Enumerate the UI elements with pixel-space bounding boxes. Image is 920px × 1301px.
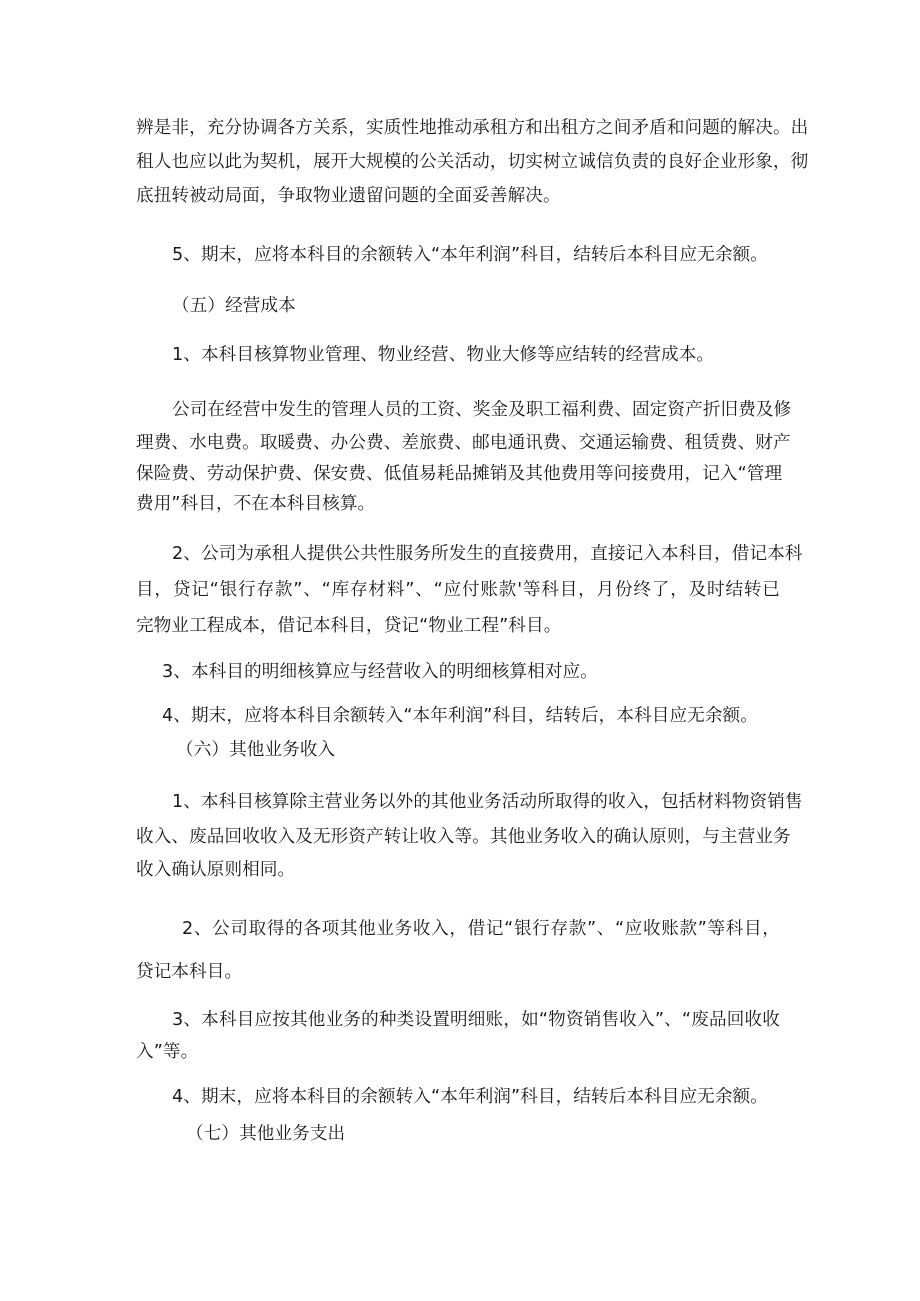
text-line: 1、本科目核算物业管理、物业经营、物业大修等应结转的经营成本。	[172, 345, 715, 365]
text-line: 收入、废品回收收入及无形资产转让收入等。其他业务收入的确认原则，与主营业务	[136, 827, 791, 847]
text-line: 理费、水电费。取暖费、办公费、差旅费、邮电通讯费、交通运输费、租赁费、财产	[136, 433, 791, 453]
text-line: 5、期末，应将本科目的余额转入“本年利润”科目，结转后本科目应无余额。	[172, 245, 768, 265]
text-line: 4、期末，应将本科目的余额转入“本年利润”科目，结转后本科目应无余额。	[172, 1087, 768, 1107]
text-line: 保险费、劳动保护费、保安费、低值易耗品摊销及其他费用等问接费用，记入“管理	[136, 464, 783, 484]
text-line: 入”等。	[136, 1042, 199, 1062]
text-line: 费用”科目，不在本科目核算。	[136, 494, 376, 514]
text-line: 完物业工程成本，借记本科目，贷记“物业工程”科目。	[136, 616, 562, 636]
text-line: 2、公司取得的各项其他业务收入，借记“银行存款”、“应收账款”等科目，	[182, 919, 780, 939]
text-line: 辨是非，充分协调各方关系，实质性地推动承租方和出租方之间矛盾和问题的解决。出	[136, 118, 809, 138]
text-line: 公司在经营中发生的管理人员的工资、奖金及职工福利费、固定资产折旧费及修	[172, 400, 792, 420]
text-line: 4、期末，应将本科目余额转入“本年利润”科目，结转后，本科目应无余额。	[162, 706, 758, 726]
section-heading: （五）经营成本	[172, 296, 296, 316]
text-line: 目，贷记“银行存款”、“库存材料”、“应付账款'等科目，月份终了，及时结转已	[136, 580, 780, 600]
text-line: 租人也应以此为契机，展开大规模的公关活动，切实树立诚信负责的良好企业形象，彻	[136, 152, 809, 172]
text-line: 底扭转被动局面，争取物业遗留问题的全面妥善解决。	[136, 186, 561, 206]
text-line: 收入确认原则相同。	[136, 860, 296, 880]
text-line: 3、本科目应按其他业务的种类设置明细账，如“物资销售收入”、“废品回收收	[172, 1010, 780, 1030]
section-heading: （七）其他业务支出	[186, 1124, 346, 1144]
text-line: 1、本科目核算除主营业务以外的其他业务活动所取得的收入，包括材料物资销售	[172, 792, 803, 812]
section-heading: （六）其他业务收入	[176, 740, 336, 760]
text-line: 3、本科目的明细核算应与经营收入的明细核算相对应。	[162, 662, 598, 682]
text-line: 2、公司为承租人提供公共性服务所发生的直接费用，直接记入本科目，借记本科	[172, 544, 803, 564]
text-line: 贷记本科目。	[136, 962, 243, 982]
